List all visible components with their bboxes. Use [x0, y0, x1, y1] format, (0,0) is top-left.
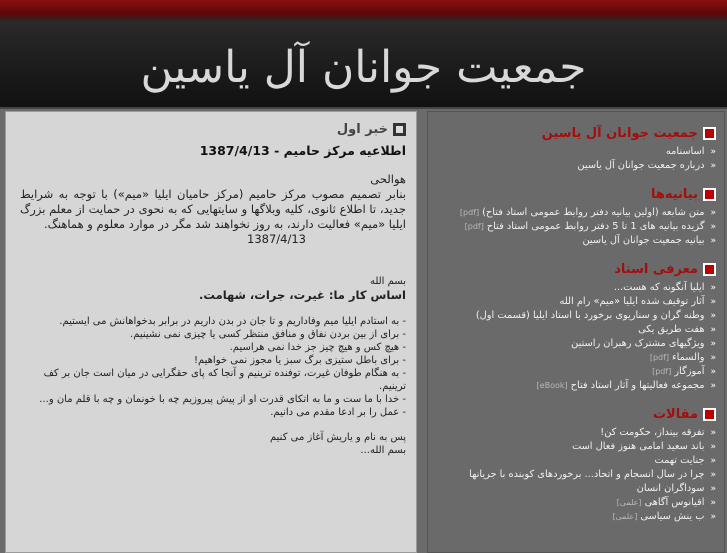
sidebar-link[interactable]: «ایلیا آنگونه که هست... [613, 282, 716, 293]
pledge-item: - برای باطل ستیزی برگ سبز یا مجوز نمی خواهیم! [193, 355, 406, 366]
double-chevron-icon: « [710, 339, 716, 349]
square-bullet-icon [703, 127, 716, 140]
file-type-tag: [eBook] [536, 381, 568, 390]
sidebar-link[interactable]: «درباره جمعیت جوانان آل یاسین [577, 160, 716, 171]
post-title[interactable]: اطلاعیه مرکز حامیم - 1387/4/13 [199, 143, 406, 158]
sidebar-link[interactable]: «جنایت تهمت [654, 455, 716, 466]
post-greeting: هوالحی [370, 172, 406, 186]
motto-text: اساس کار ما: غیرت، جرات، شهامت. [199, 288, 406, 302]
double-chevron-icon: « [710, 428, 716, 438]
post-body: بنابر تصمیم مصوب مرکز حامیم (مرکز حامیان ایلیا «میم») با توجه به شرایط جدید، تا اطلاع ثانوی، کلیه وبلاگها و سایتهایی که به نحوی در حمایت از معلم بزرگ ایلیا «میم» فعالیت دارند، به روز نخواهند شد مگر در موارد معلوم و هماهنگ. [20, 187, 406, 231]
double-chevron-icon: « [710, 325, 716, 335]
sidebar-list [434, 281, 716, 393]
sidebar-link[interactable]: «مجموعه فعالیتها و آثار استاد فتاح[eBook] [536, 380, 716, 391]
double-chevron-icon: « [710, 470, 716, 480]
double-chevron-icon: « [710, 208, 716, 218]
sidebar-link[interactable]: «آموزگار[pdf] [652, 366, 716, 377]
pledge-item: - به استادم ایلیا میم وفاداریم و تا جان در بدن داریم در برابر بدخواهانش می ایستیم. [59, 316, 406, 327]
double-chevron-icon: « [710, 367, 716, 377]
sidebar-link[interactable]: «چرا در سال انسجام و اتحاد... برخوردهای کوبنده با جریانها [469, 469, 716, 480]
double-chevron-icon: « [710, 456, 716, 466]
sidebar-link[interactable]: «آثار توقیف شده ایلیا «میم» رام الله [559, 296, 716, 307]
double-chevron-icon: « [710, 222, 716, 232]
double-chevron-icon: « [710, 297, 716, 307]
pledge-item: - به هنگام طوفان غیرت، توفنده ترینیم و آنجا که پای حقگرایی در میان است جان بر کف ترینیم. [43, 368, 406, 392]
closing-line: بسم الله... [360, 445, 406, 456]
section-heading: خبر اول [20, 122, 406, 137]
site-title[interactable]: جمعیت جوانان آل یاسین [140, 42, 587, 93]
sidebar-list [434, 426, 716, 524]
file-type-tag: [pdf] [464, 222, 484, 231]
sidebar-link[interactable]: «ویژگیهای مشترک رهبران راستین [571, 338, 716, 349]
site-header [0, 0, 727, 109]
double-chevron-icon: « [710, 283, 716, 293]
square-bullet-icon [703, 263, 716, 276]
basmala-text: بسم الله [369, 276, 406, 287]
double-chevron-icon: « [710, 161, 716, 171]
sidebar-link[interactable]: «گزیده بیانیه های 1 تا 5 دفتر روابط عمومی استاد فتاح[pdf] [464, 221, 716, 232]
square-bullet-icon [393, 123, 406, 136]
double-chevron-icon: « [710, 484, 716, 494]
sidebar-link[interactable]: «باند سعید امامی هنوز فعال است [571, 441, 716, 452]
pledge-item: - خدا با ما ست و ما به اتکای قدرت او از پیش پیروزیم چه با خونمان و چه با قلم مان و... [39, 394, 406, 405]
sidebar-heading: مقالات [434, 407, 716, 422]
sidebar-link[interactable]: «اساسنامه [665, 146, 716, 157]
double-chevron-icon: « [710, 512, 716, 522]
file-type-tag: [pdf] [459, 208, 480, 217]
square-bullet-icon [703, 408, 716, 421]
sidebar-link[interactable]: «والسماء[pdf] [649, 352, 716, 363]
square-bullet-icon [703, 188, 716, 201]
sidebar-link[interactable]: «بیانیه جمعیت جوانان آل یاسین [582, 235, 716, 246]
sidebar-link[interactable]: «اقیانوس آگاهی[علمی] [616, 497, 716, 508]
sidebar-heading: جمعیت جوانان آل یاسین [434, 126, 716, 141]
double-chevron-icon: « [710, 236, 716, 246]
sidebar-list [434, 145, 716, 173]
pledge-item: - هیچ کس و هیچ چیز جز خدا نمی هراسیم. [229, 342, 406, 353]
post-date: 1387/4/13 [247, 232, 306, 246]
pledge-item: - برای از بین بردن نفاق و منافق منتظر کسی یا چیزی نمی نشینیم. [130, 329, 406, 340]
double-chevron-icon: « [710, 498, 716, 508]
main-content [5, 111, 417, 553]
sidebar-link[interactable]: «سوداگران انسان [636, 483, 716, 494]
closing-line: پس به نام و یاریش آغاز می کنیم [270, 432, 406, 443]
sidebar-link[interactable]: «ب ینش سیاسی[علمی] [612, 511, 716, 522]
double-chevron-icon: « [710, 381, 716, 391]
sidebar-link[interactable]: «متن شابعه (اولین بیانیه دفتر روابط عمومی استاد فتاح)[pdf] [459, 207, 716, 218]
category-tag: [علمی] [616, 498, 642, 507]
sidebar-link[interactable]: «وطنه گران و سناریوی برخورد با استاد ایلیا (قسمت اول) [475, 310, 716, 321]
sidebar-heading: بیانیه‌ها [434, 187, 716, 202]
sidebar-link[interactable]: «تفرقه بینداز، حکومت کن! [600, 427, 716, 438]
category-tag: [علمی] [612, 512, 638, 521]
sidebar [427, 111, 725, 553]
sidebar-heading: معرفی استاد [434, 262, 716, 277]
pledge-item: - عمل را بر ادعا مقدم می دانیم. [270, 407, 406, 418]
pledge-list [20, 315, 406, 419]
double-chevron-icon: « [710, 442, 716, 452]
file-type-tag: [pdf] [652, 367, 672, 376]
double-chevron-icon: « [710, 353, 716, 363]
file-type-tag: [pdf] [649, 353, 670, 362]
double-chevron-icon: « [710, 147, 716, 157]
sidebar-link[interactable]: «هفت طریق یکی [638, 324, 716, 335]
double-chevron-icon: « [710, 311, 716, 321]
sidebar-list [434, 206, 716, 248]
